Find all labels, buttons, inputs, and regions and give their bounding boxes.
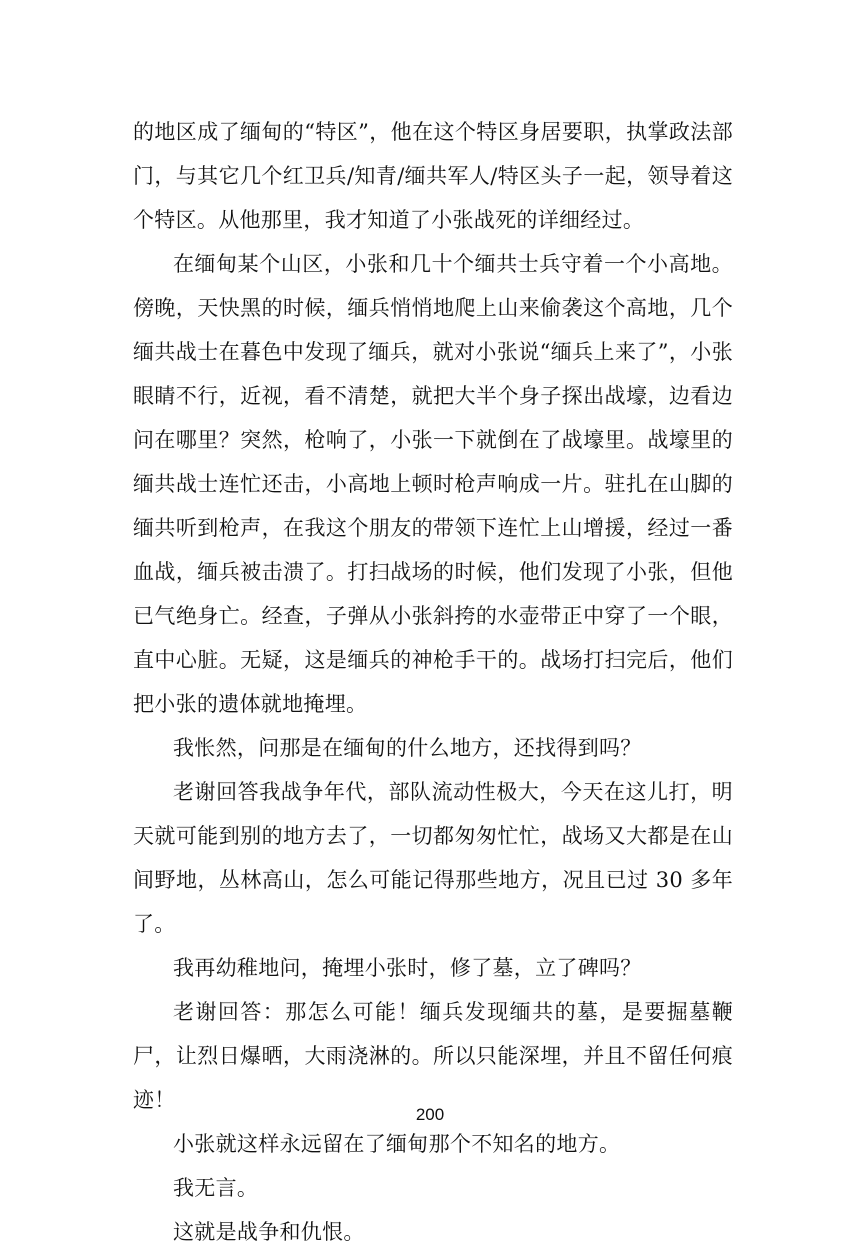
paragraph: 我再幼稚地问，掩埋小张时，修了墓，立了碑吗？ [173,956,642,980]
page-number: 200 [415,1105,445,1124]
paragraph: 老谢回答：那怎么可能！缅兵发现缅共的墓，是要掘墓鞭尸，让烈日爆晒，大雨浇淋的。所以只能深埋，并且不留任何痕迹！ [133,1000,733,1112]
paragraph: 的地区成了缅甸的“特区”，他在这个特区身居要职，执掌政法部门，与其它几个红卫兵/知青/缅共军人/特区头子一起，领导着这个特区。从他那里，我才知道了小张战死的详细经过。 [133,120,733,232]
paragraph: 我怅然，问那是在缅甸的什么地方，还找得到吗？ [173,736,642,760]
paragraph: 小张就这样永远留在了缅甸那个不知名的地方。 [173,1132,621,1156]
paragraph: 这就是战争和仇恨。 [173,1220,365,1244]
paragraph: 在缅甸某个山区，小张和几十个缅共士兵守着一个小高地。傍晚，天快黑的时候，缅兵悄悄地爬上山来偷袭这个高地，几个缅共战士在暮色中发现了缅兵，就对小张说“缅兵上来了”，小张眼睛不行，近视，看不清楚，就把大半个身子探出战壕，边看边问在哪里？突然，枪响了，小张一下就倒在了战壕里。战壕里的缅共战士连忙还击，小高地上顿时枪声响成一片。驻扎在山脚的缅共听到枪声，在我这个朋友的带领下连忙上山增援，经过一番血战，缅兵被击溃了。打扫战场的时候，他们发现了小张，但他已气绝身亡。经查，子弹从小张斜挎的水壶带正中穿了一个眼，直中心脏。无疑，这是缅兵的神枪手干的。战场打扫完后，他们把小张的遗体就地掩埋。 [133,252,733,716]
paragraph: 老谢回答我战争年代，部队流动性极大，今天在这儿打，明天就可能到别的地方去了，一切都匆匆忙忙，战场又大都是在山间野地，丛林高山，怎么可能记得那些地方，况且已过 30 多年了。 [133,780,733,936]
body-text [133,110,733,1254]
paragraph: 我无言。 [173,1176,259,1200]
